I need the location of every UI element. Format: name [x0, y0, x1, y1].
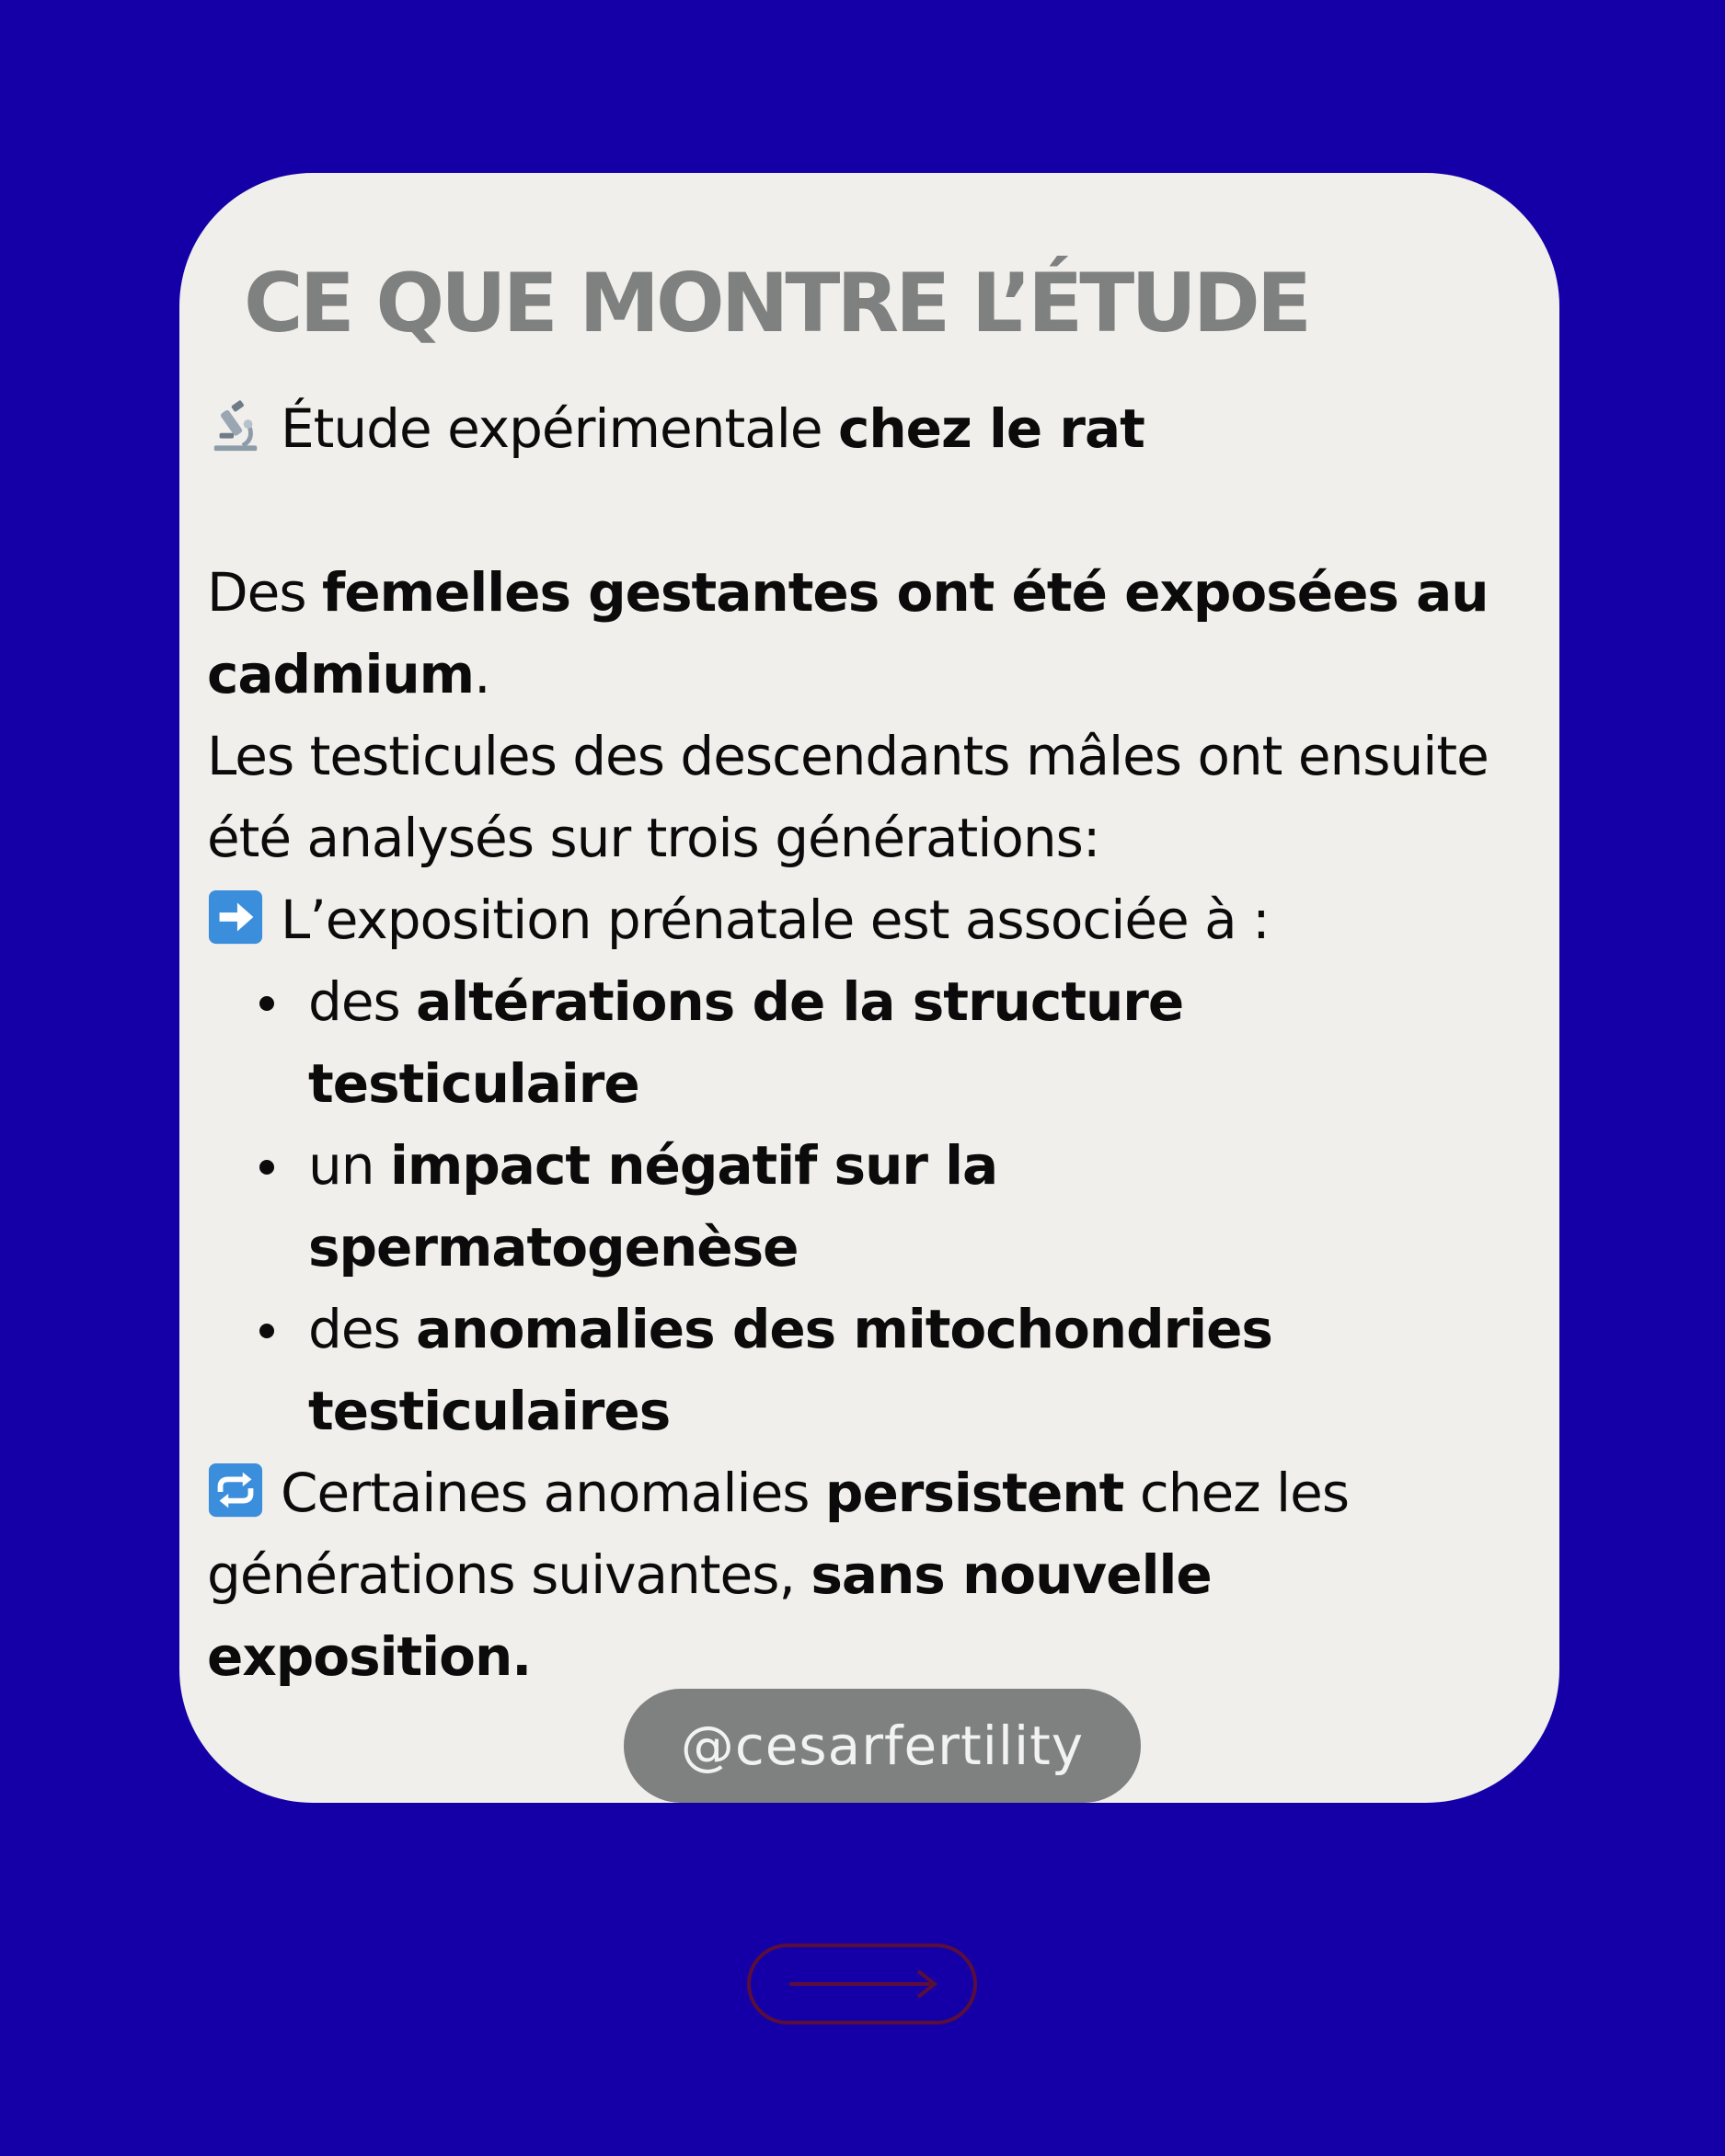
analysis-paragraph: Les testicules des descendants mâles ont ensuite été analysés sur trois générations: [207, 725, 1489, 869]
persistence-bold-end: sans nouvelle exposition. [207, 1543, 1212, 1688]
persistence-mid: chez les générations suivantes, [207, 1462, 1350, 1606]
spacer [207, 470, 1550, 552]
persistence-paragraph [207, 1452, 1550, 1698]
microscope-icon [207, 397, 264, 454]
study-type-bold: chez le rat [838, 397, 1144, 460]
exposure-pre: Des [207, 561, 322, 624]
arrow-right-icon [788, 1966, 939, 2002]
association-text: L’exposition prénatale est associée à : [281, 889, 1270, 951]
right-arrow-icon [207, 889, 264, 946]
list-item [207, 1289, 1440, 1452]
next-slide-button[interactable] [747, 1944, 977, 2024]
list-item-bold: altérations de la structure testiculaire [308, 970, 1184, 1115]
list-item-pre: un [308, 1134, 390, 1197]
study-type-line [207, 388, 1550, 470]
list-item [207, 1125, 1440, 1289]
persistence-pre: Certaines anomalies [281, 1462, 825, 1524]
exposure-paragraph [207, 552, 1550, 716]
list-item-pre: des [308, 970, 417, 1033]
findings-list [207, 961, 1550, 1452]
handle-badge: @cesarfertility [624, 1689, 1141, 1803]
association-line [207, 879, 1550, 961]
list-item-bold: impact négatif sur la spermatogenèse [308, 1134, 998, 1279]
study-type-text: Étude expérimentale [281, 397, 838, 460]
repeat-icon [207, 1462, 264, 1519]
card-body [207, 388, 1550, 1698]
exposure-bold: femelles gestantes ont été exposées au cadmium [207, 561, 1489, 705]
page-title: CE QUE MONTRE L’ÉTUDE [244, 256, 1308, 350]
list-item-bold: anomalies des mitochondries testiculaires [308, 1298, 1272, 1442]
exposure-post: . [474, 643, 490, 705]
list-item [207, 961, 1440, 1125]
list-item-pre: des [308, 1298, 417, 1360]
persistence-bold: persistent [824, 1462, 1124, 1524]
